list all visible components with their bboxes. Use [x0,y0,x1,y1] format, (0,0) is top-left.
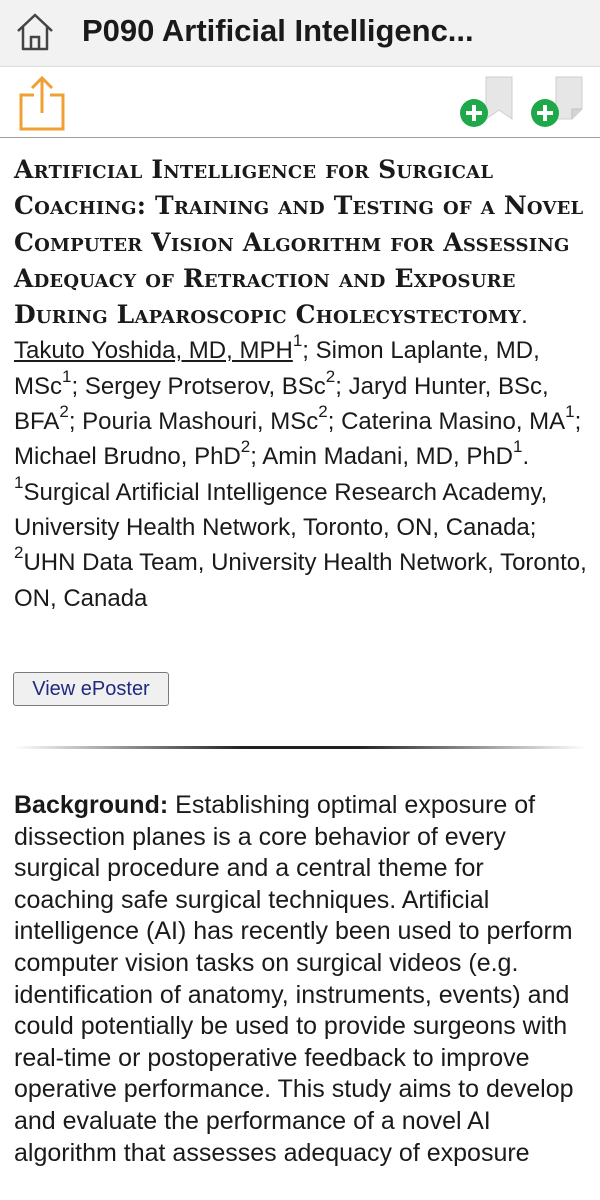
add-note-icon [528,75,590,129]
background-label: Background: [14,791,169,819]
author: Simon Laplante, MD, MSc [14,337,540,400]
home-icon [14,11,56,53]
author: Jaryd Hunter, BSc, BFA [14,372,549,436]
view-eposter-button[interactable]: View ePoster [13,672,169,706]
page-title: P090 Artificial Intelligenc... [82,13,474,48]
share-button[interactable] [18,73,66,131]
author: Sergey Protserov, BSc [84,372,326,400]
divider [14,746,586,749]
affiliation: UHN Data Team, University Health Network, Toronto, ON, Canada [14,549,587,612]
author: Michael Brudno, PhD [14,443,241,471]
affiliation: Surgical Artificial Intelligence Research Academy, University Health Network, Toronto, ON, Canada; [14,478,548,541]
author: Caterina Masino, MA [341,408,566,436]
author-link[interactable]: Takuto Yoshida, MD, MPH [14,337,293,365]
add-note-button[interactable] [528,75,590,129]
add-bookmark-icon [456,75,518,129]
home-button[interactable] [14,11,56,53]
author: Pouria Mashouri, MSc [82,408,319,436]
article-title: Artificial Intelligence for Surgical Coaching: Training and Testing of a Novel Computer Vision Algorithm for Assessing Adequacy of Retraction and Exposure During Laparoscopic Cholecystectomy [14,155,584,330]
add-bookmark-button[interactable] [456,75,518,129]
toolbar [0,67,600,138]
share-icon [18,73,66,131]
background-text: Establishing optimal exposure of dissection planes is a core behavior of every surgical procedure and a central theme for coaching safe surgical techniques. Artificial intelligence (AI) has recently been used to perform computer vision tasks on surgical videos (e.g. identification of anatomy, instruments, events) and could potentially be used to provide surgeons with real-time or postoperative feedback to improve operative performance. This study aims to develop and evaluate the performance of a novel AI algorithm that assesses adequacy of exposure [14,791,574,1167]
citation: Artificial Intelligence for Surgical Coaching: Training and Testing of a Novel Computer Vision Algorithm for Assessing Adequacy of Retraction and Exposure During Laparoscopic Cholecystectomy. Takuto Yoshida, MD, MPH$^1$; Simon Laplante, MD, MSc$^1$; Sergey Protserov, BSc$^2$; Jaryd Hunter, BSc, BFA$^2$; Pouria Mashouri, MSc$^2$; Caterina Masino, $MA^1$; Michael Brudno, PhD$^2$; Amin Madani, MD, PhD$^1$. $^1$Surgical Artificial Intelligence Research Academy, University Health Network, Toronto, ON, Canada; $^2$UHN Data Team, University Health Network, Toronto, ON, Canada [14,155,587,612]
citation-block [14,152,588,616]
title-bar [0,0,600,67]
abstract-body [14,790,590,1169]
author: Amin Madani, MD, PhD [262,443,514,471]
